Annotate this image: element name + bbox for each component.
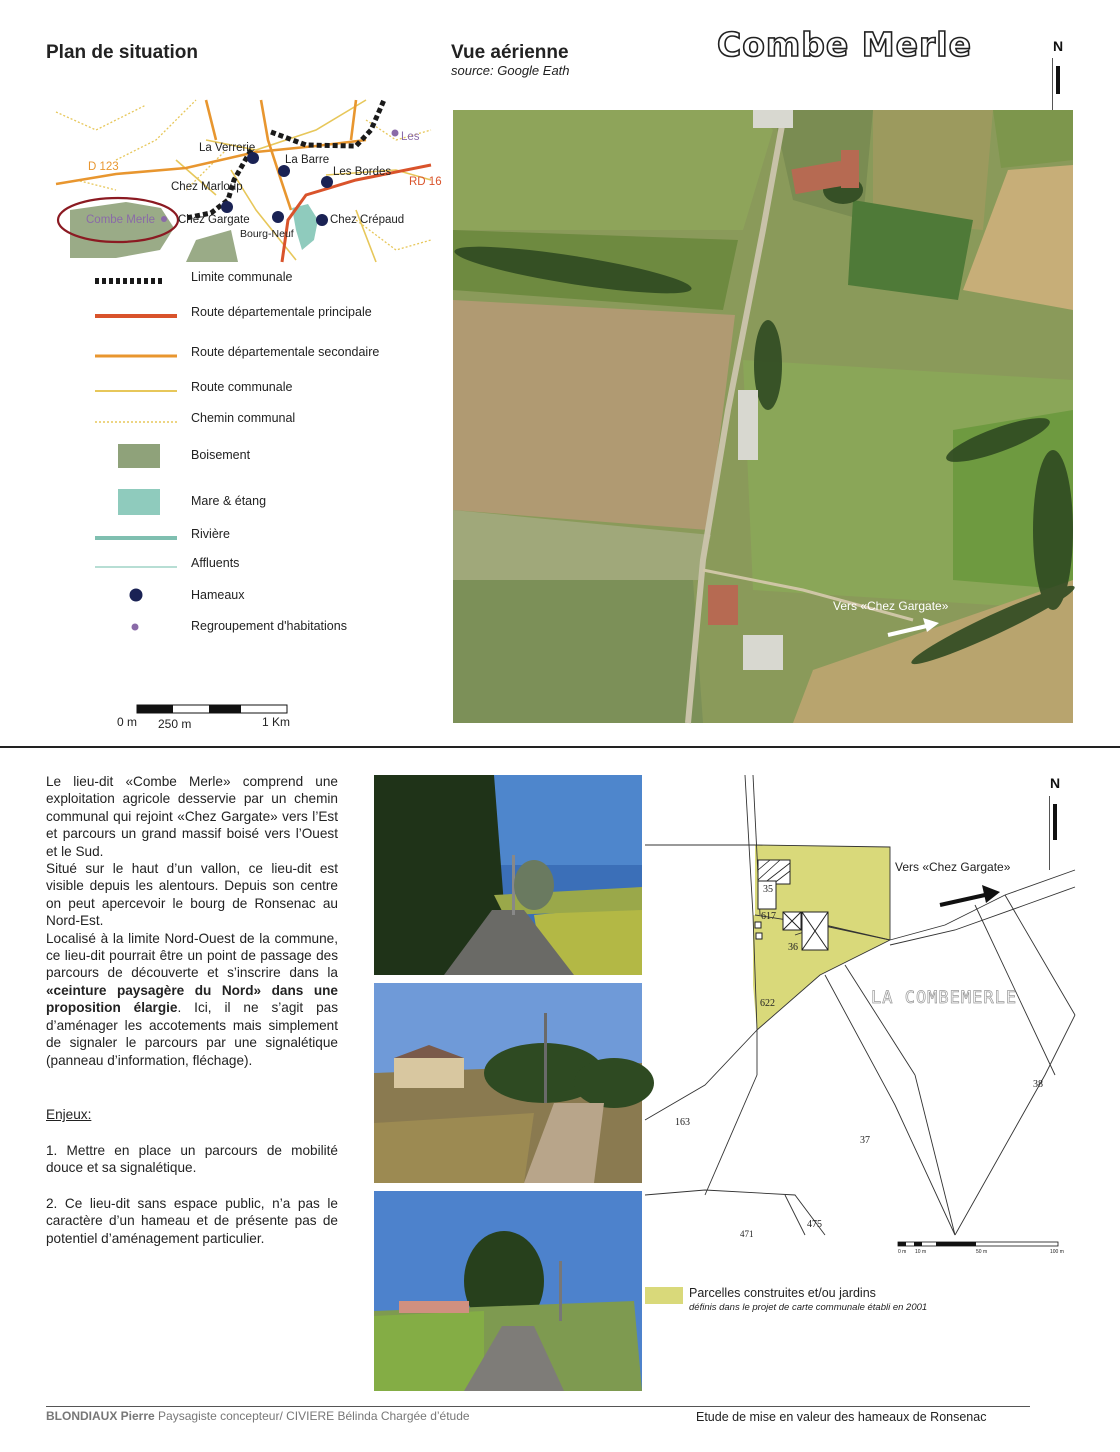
legend-label: Regroupement d'habitations — [191, 619, 347, 633]
legend-label: Route départementale secondaire — [191, 345, 380, 359]
enjeux-2: 2. Ce lieu-dit sans espace public, n’a pas le caractère d’un hameau et de présente pas de potentiel d’aménagement particulier. — [46, 1196, 338, 1246]
svg-text:Combe Merle: Combe Merle — [86, 214, 156, 226]
tributary-icon — [95, 562, 177, 572]
communal-road-icon — [95, 386, 177, 396]
paragraph-2: Situé sur le haut d’un vallon, ce lieu-dit est visible depuis les alentours. Depuis son centre on peut apercevoir le bourg de Ronsenac au Nord-Est. — [46, 861, 338, 929]
svg-text:475: 475 — [807, 1219, 822, 1230]
section-separator — [0, 746, 1120, 748]
legend-row — [95, 489, 415, 513]
svg-text:Les Bordes: Les Bordes — [333, 166, 392, 178]
plan-heading: Plan de situation — [46, 42, 199, 63]
parcel-legend-label: Parcelles construites et/ou jardins — [689, 1286, 876, 1300]
parcel-legend-swatch — [645, 1287, 683, 1304]
path-icon — [95, 417, 177, 427]
legend-row — [95, 303, 415, 327]
scale-0: 0 m — [117, 715, 138, 729]
enjeux-heading: Enjeux: — [46, 1107, 92, 1122]
svg-text:471: 471 — [740, 1229, 754, 1239]
svg-text:38: 38 — [1033, 1079, 1043, 1090]
svg-text:Chez Marloup: Chez Marloup — [171, 181, 243, 193]
svg-text:La Barre: La Barre — [285, 154, 330, 166]
svg-text:Vers «Chez Gargate»: Vers «Chez Gargate» — [895, 860, 1011, 874]
north-label-2: N — [1050, 775, 1061, 791]
legend-label: Chemin communal — [191, 411, 296, 425]
situation-map — [56, 100, 442, 262]
legend-label: Affluents — [191, 556, 240, 570]
cadastre-scale-50: 50 m — [976, 1249, 988, 1255]
svg-text:RD 16: RD 16 — [409, 176, 442, 188]
legend-row — [95, 268, 415, 292]
footer-project: Etude de mise en valeur des hameaux de Ronsenac — [696, 1410, 987, 1424]
svg-text:Chez Crépaud: Chez Crépaud — [330, 214, 405, 226]
footer-line — [46, 1406, 1030, 1407]
main-road-icon — [95, 311, 177, 321]
hamlet-icon — [129, 588, 145, 604]
svg-text:617: 617 — [761, 911, 776, 922]
legend-label: Rivière — [191, 527, 230, 541]
aerial-heading: Vue aérienne — [451, 42, 569, 63]
legend-row — [95, 585, 415, 609]
photo-road-3 — [374, 1191, 642, 1391]
north-label: N — [1053, 38, 1064, 54]
legend-label: Limite communale — [191, 270, 293, 284]
enjeux-1: 1. Mettre en place un parcours de mobilité douce et sa signalétique. — [46, 1143, 338, 1176]
river-icon — [95, 533, 177, 543]
scale-1km: 1 Km — [262, 715, 291, 729]
secondary-road-icon — [95, 351, 177, 361]
legend-row — [95, 378, 415, 402]
svg-text:LA COMBEMERLE: LA COMBEMERLE — [871, 988, 1018, 1008]
svg-text:Bourg-Neuf: Bourg-Neuf — [240, 228, 294, 240]
svg-text:37: 37 — [860, 1135, 870, 1146]
legend-row — [95, 444, 415, 468]
svg-text:622: 622 — [760, 998, 775, 1009]
svg-text:163: 163 — [675, 1117, 690, 1128]
legend-label: Hameaux — [191, 588, 245, 602]
legend-label: Route communale — [191, 380, 293, 394]
svg-text:D 123: D 123 — [88, 161, 119, 173]
cadastre-scale-100: 100 m — [1050, 1249, 1064, 1255]
grouping-icon — [131, 623, 141, 633]
legend-row — [95, 343, 415, 367]
pond-icon — [118, 489, 160, 515]
scale-bar — [130, 702, 290, 716]
legend-label: Route départementale principale — [191, 305, 372, 319]
legend-label: Mare & étang — [191, 494, 267, 508]
photo-road-1 — [374, 775, 642, 975]
parcel-legend-sub: définis dans le projet de carte communale établi en 2001 — [689, 1302, 928, 1313]
svg-text:35: 35 — [763, 884, 773, 895]
boundary-icon — [95, 276, 165, 286]
paragraph-3: Localisé à la limite Nord-Ouest de la commune, ce lieu-dit pourrait être un point de passage des parcours de découverte et s’inscrire dans la «ceinture paysagère du Nord» dans une proposition élargie. Ici, il ne s’agit pas d’aménager les accotements mais simplement de signaler le parcours par une signalétique (panneau d’information, fléchage). — [46, 930, 339, 1068]
north-arrow-icon — [1050, 58, 1066, 110]
aerial-photo — [453, 110, 1073, 723]
legend-row — [95, 525, 415, 549]
svg-text:36: 36 — [788, 942, 798, 953]
cadastre-plan — [645, 775, 1075, 1239]
aerial-source: source: Google Eath — [451, 63, 570, 78]
description-text — [46, 773, 338, 1069]
svg-text:Vers «Chez Gargate»: Vers «Chez Gargate» — [833, 599, 949, 613]
svg-text:Les: Les — [401, 131, 420, 143]
paragraph-1: Le lieu-dit «Combe Merle» comprend une exploitation agricole desservie par un chemin communal qui rejoint «Chez Gargate» vers l’Est et parcours un grand massif boisé vers l’Ouest et le Sud. — [46, 774, 338, 859]
legend-label: Boisement — [191, 448, 251, 462]
legend-row — [95, 617, 415, 641]
photo-road-2 — [374, 983, 642, 1183]
cadastre-scale-0: 0 m — [898, 1249, 907, 1255]
cadastre-scale-10: 10 m — [915, 1249, 927, 1255]
legend-row — [95, 554, 415, 578]
scale-250: 250 m — [158, 717, 192, 731]
svg-text:La Verrerie: La Verrerie — [199, 142, 256, 154]
svg-text:Chez Gargate: Chez Gargate — [178, 214, 250, 226]
site-title: Combe Merle — [717, 25, 972, 64]
legend-row — [95, 409, 415, 433]
forest-area-west — [70, 202, 174, 258]
footer-authors: BLONDIAUX Pierre Paysagiste concepteur/ CIVIERE Bélinda Chargée d’étude — [46, 1409, 470, 1423]
forest-icon — [118, 444, 160, 468]
